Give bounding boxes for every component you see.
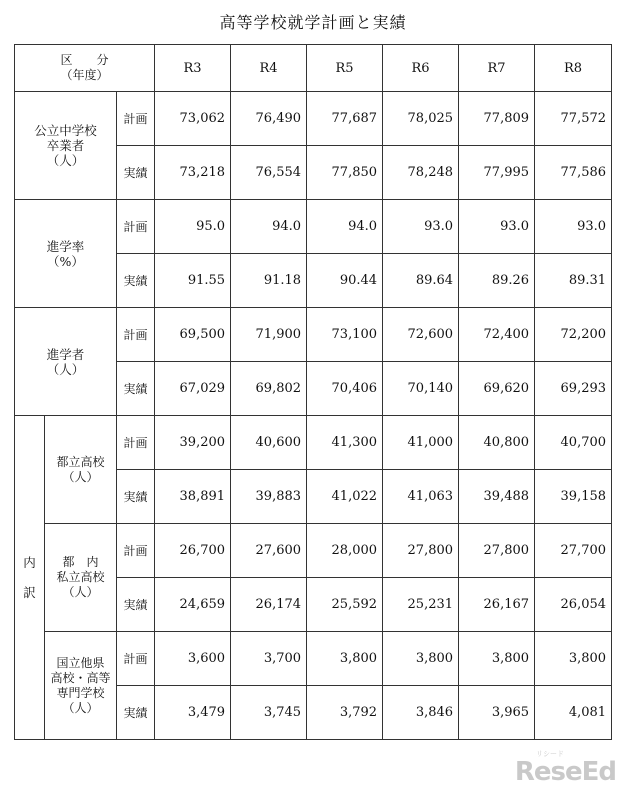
plan-value: 72,400: [459, 308, 535, 362]
actual-value: 25,231: [383, 578, 459, 632]
actual-value: 41,022: [307, 470, 383, 524]
actual-value: 89.64: [383, 254, 459, 308]
plan-value: 3,800: [383, 632, 459, 686]
actual-value: 3,965: [459, 686, 535, 740]
year-header: R3: [155, 45, 231, 92]
header-row: [15, 45, 612, 92]
plan-value: 78,025: [383, 92, 459, 146]
actual-value: 26,174: [231, 578, 307, 632]
enrollment-plan-table: [14, 44, 612, 740]
plan-value: 73,062: [155, 92, 231, 146]
category-label: 公立中学校 卒業者 （人）: [15, 92, 117, 200]
plan-value: 40,800: [459, 416, 535, 470]
plan-value: 94.0: [307, 200, 383, 254]
plan-value: 3,800: [535, 632, 612, 686]
actual-value: 70,140: [383, 362, 459, 416]
plan-value: 93.0: [459, 200, 535, 254]
table-row: [15, 308, 612, 362]
category-label: 進学者 （人）: [15, 308, 117, 416]
actual-value: 38,891: [155, 470, 231, 524]
plan-value: 27,700: [535, 524, 612, 578]
plan-value: 40,700: [535, 416, 612, 470]
plan-value: 72,600: [383, 308, 459, 362]
actual-label: 実績: [117, 146, 155, 200]
plan-value: 41,000: [383, 416, 459, 470]
plan-value: 71,900: [231, 308, 307, 362]
actual-value: 39,488: [459, 470, 535, 524]
actual-value: 39,158: [535, 470, 612, 524]
table-row: [15, 524, 612, 578]
plan-value: 3,700: [231, 632, 307, 686]
subcategory-label: 都 内 私立高校 （人）: [45, 524, 117, 632]
plan-value: 3,800: [459, 632, 535, 686]
actual-label: 実績: [117, 470, 155, 524]
year-header: R8: [535, 45, 612, 92]
plan-value: 76,490: [231, 92, 307, 146]
actual-value: 26,054: [535, 578, 612, 632]
plan-value: 93.0: [535, 200, 612, 254]
actual-value: 77,586: [535, 146, 612, 200]
plan-label: 計画: [117, 308, 155, 362]
breakdown-label: 内 訳: [15, 416, 45, 740]
header-category-cell: [15, 45, 155, 92]
plan-value: 77,687: [307, 92, 383, 146]
year-header: R4: [231, 45, 307, 92]
actual-value: 67,029: [155, 362, 231, 416]
plan-value: 94.0: [231, 200, 307, 254]
watermark-logo: ReseEd: [514, 757, 616, 787]
plan-label: 計画: [117, 416, 155, 470]
plan-label: 計画: [117, 524, 155, 578]
actual-value: 25,592: [307, 578, 383, 632]
plan-value: 77,572: [535, 92, 612, 146]
actual-value: 70,406: [307, 362, 383, 416]
year-header: R5: [307, 45, 383, 92]
actual-value: 91.55: [155, 254, 231, 308]
year-header: R6: [383, 45, 459, 92]
category-label: 進学率 （%）: [15, 200, 117, 308]
actual-value: 39,883: [231, 470, 307, 524]
actual-value: 4,081: [535, 686, 612, 740]
plan-value: 3,800: [307, 632, 383, 686]
plan-value: 40,600: [231, 416, 307, 470]
actual-value: 76,554: [231, 146, 307, 200]
actual-value: 3,846: [383, 686, 459, 740]
actual-value: 3,479: [155, 686, 231, 740]
actual-value: 73,218: [155, 146, 231, 200]
plan-value: 69,500: [155, 308, 231, 362]
plan-value: 72,200: [535, 308, 612, 362]
actual-value: 77,850: [307, 146, 383, 200]
actual-value: 91.18: [231, 254, 307, 308]
actual-value: 78,248: [383, 146, 459, 200]
actual-value: 69,293: [535, 362, 612, 416]
plan-value: 95.0: [155, 200, 231, 254]
header-category-label: 区 分: [60, 53, 109, 67]
actual-value: 24,659: [155, 578, 231, 632]
actual-value: 69,802: [231, 362, 307, 416]
actual-label: 実績: [117, 362, 155, 416]
actual-value: 26,167: [459, 578, 535, 632]
watermark-sub: リシード: [536, 750, 564, 758]
actual-value: 89.31: [535, 254, 612, 308]
actual-value: 41,063: [383, 470, 459, 524]
plan-value: 73,100: [307, 308, 383, 362]
actual-label: 実績: [117, 578, 155, 632]
plan-label: 計画: [117, 92, 155, 146]
subcategory-label: 都立高校 （人）: [45, 416, 117, 524]
subcategory-label: 国立他県 高校・高等 専門学校 （人）: [45, 632, 117, 740]
actual-value: 3,745: [231, 686, 307, 740]
plan-value: 26,700: [155, 524, 231, 578]
table-row: [15, 200, 612, 254]
actual-value: 3,792: [307, 686, 383, 740]
table-row: [15, 92, 612, 146]
plan-value: 39,200: [155, 416, 231, 470]
actual-value: 89.26: [459, 254, 535, 308]
table-row: [15, 632, 612, 686]
plan-value: 3,600: [155, 632, 231, 686]
plan-value: 93.0: [383, 200, 459, 254]
actual-label: 実績: [117, 254, 155, 308]
table-row: [15, 416, 612, 470]
page-title: 高等学校就学計画と実績: [219, 13, 407, 32]
actual-value: 77,995: [459, 146, 535, 200]
plan-value: 41,300: [307, 416, 383, 470]
actual-label: 実績: [117, 686, 155, 740]
plan-label: 計画: [117, 632, 155, 686]
plan-label: 計画: [117, 200, 155, 254]
plan-value: 27,800: [459, 524, 535, 578]
plan-value: 27,600: [231, 524, 307, 578]
header-year-label: （年度）: [60, 68, 109, 82]
actual-value: 69,620: [459, 362, 535, 416]
plan-value: 28,000: [307, 524, 383, 578]
year-header: R7: [459, 45, 535, 92]
plan-value: 77,809: [459, 92, 535, 146]
actual-value: 90.44: [307, 254, 383, 308]
plan-value: 27,800: [383, 524, 459, 578]
